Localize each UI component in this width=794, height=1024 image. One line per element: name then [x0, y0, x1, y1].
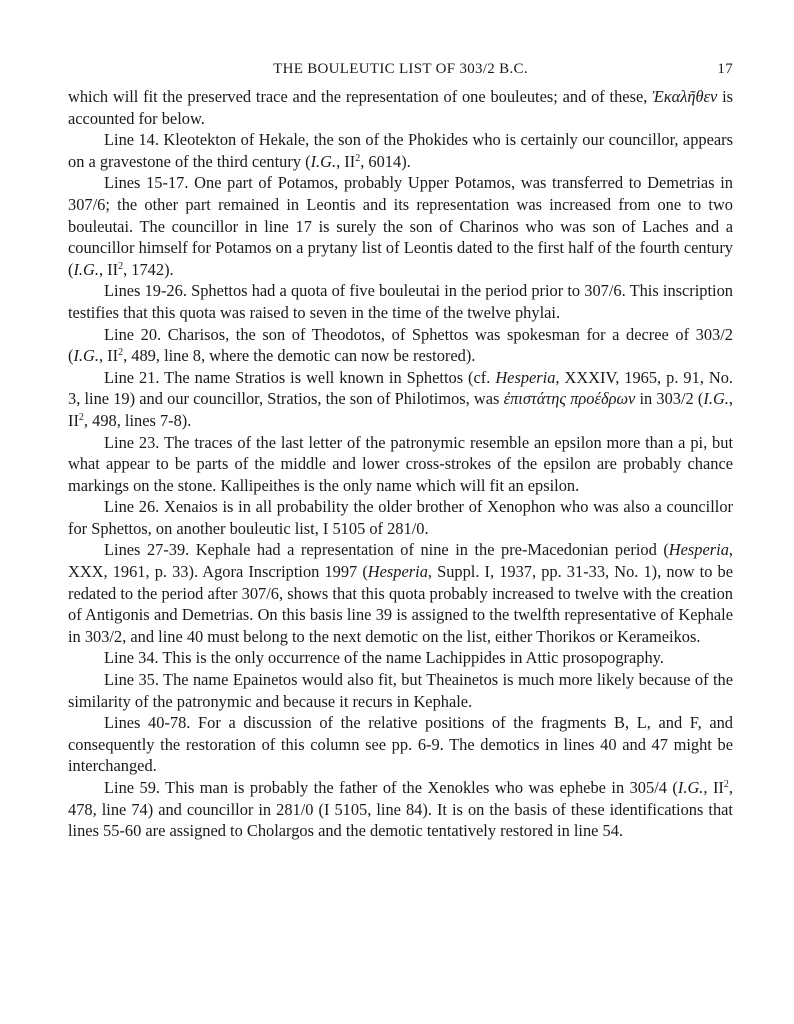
text-run: , 1742). [123, 259, 174, 279]
paragraph [68, 172, 733, 280]
text-run: Line 14. Kleotekton of Hekale, the son of the Phokides who is certainly our councillor, appears on a gravestone of the third century ( [68, 130, 733, 171]
italic-text: Hesperia [668, 540, 729, 560]
paragraph [68, 324, 733, 367]
italic-text: I.G. [73, 259, 99, 279]
paragraph [68, 367, 733, 432]
text-run: , XXXIV, 1965, p. 91, No. 3, line 19) and our councillor, Stratios, the son of Philotimos, was [68, 367, 733, 409]
text-run: Line 34. This is the only occurrence of the name Lachippides in Attic prosopography. [104, 648, 664, 668]
text-run: , 489, line 8, where the demotic can now be restored). [123, 346, 476, 366]
text-run: , 498, lines 7-8). [83, 410, 192, 430]
body-text [68, 86, 733, 842]
text-run: in 303/2 ( [635, 389, 704, 409]
text-run: , II [98, 346, 119, 366]
superscript: 2 [723, 779, 729, 790]
text-run: Line 35. The name Epainetos would also fit, but Theainetos is much more likely because of the similarity of the patronymic and because it recurs in Kephale. [68, 670, 733, 711]
text-run: Lines 27-39. Kephale had a representation of nine in the pre-Macedonian period ( [104, 540, 669, 560]
paragraph [68, 432, 733, 497]
paragraph [68, 777, 733, 842]
italic-text: I.G. [73, 346, 99, 366]
text-run: Line 23. The traces of the last letter of the patronymic resemble an epsilon more than a pi, but what appear to be parts of the middle and lower cross-strokes of the epsilon are probably chance markings on the stone. Kallipeithes is the only name which will fit an epsilon. [68, 432, 733, 495]
text-run: Line 21. The name Stratios is well known in Sphettos (cf. [104, 367, 496, 387]
paragraph [68, 712, 733, 777]
superscript: 2 [78, 411, 84, 423]
text-run: , XXX, 1961, p. 33). Agora Inscription 1997 ( [68, 540, 733, 582]
text-run: , 478, line 74) and councillor in 281/0 (I 5105, line 84). It is on the basis of these identifications that lines 55-60 are assigned to Cholargos and the demotic tentatively restored in line 54. [68, 778, 733, 841]
paragraph [68, 129, 733, 172]
text-run: Lines 15-17. One part of Potamos, probably Upper Potamos, was transferred to Demetrias in 307/6; the other part remained in Leontis and its representation was increased from one to two bouleutai. The councillor in line 17 is surely the son of Charinos who was son of Laches and a councillor himself for Potamos on a prytany list of Leontis dated to the first half of the fourth century ( [68, 173, 733, 279]
italic-text: Ἐκαλῆθεν [652, 87, 718, 106]
running-title: THE BOULEUTIC LIST OF 303/2 B.C. [273, 61, 528, 77]
running-header [68, 56, 733, 86]
italic-text: I.G. [310, 151, 337, 171]
paragraph [68, 86, 733, 129]
text-run: which will fit the preserved trace and the representation of one bouleutes; and of these, [68, 87, 653, 106]
italic-text: ἐπιστάτης προέδρων [503, 389, 636, 409]
italic-text: I.G. [703, 389, 729, 409]
text-run: Lines 40-78. For a discussion of the relative positions of the fragments B, L, and F, and consequently the restoration of this column see pp. 6-9. The demotics in lines 40 and 47 might be interchanged. [68, 713, 733, 776]
text-run: , II [336, 151, 356, 171]
paragraph [68, 647, 733, 669]
paragraph [68, 280, 733, 323]
text-run: , II [98, 259, 119, 279]
italic-text: Hesperia [367, 562, 428, 582]
page-number: 17 [717, 61, 733, 77]
paragraph [68, 669, 733, 712]
superscript: 2 [355, 152, 361, 164]
italic-text: I.G. [677, 778, 704, 797]
italic-text: Hesperia [495, 367, 556, 387]
paragraph [68, 496, 733, 539]
text-run: , II [68, 389, 734, 430]
text-run: is accounted for below. [68, 87, 734, 128]
superscript: 2 [118, 260, 124, 272]
text-run: Line 59. This man is probably the father of the Xenokles who was ephebe in 305/4 ( [104, 778, 678, 797]
paragraph [68, 539, 733, 647]
text-run: Line 20. Charisos, the son of Theodotos, of Sphettos was spokesman for a decree of 303/2 ( [68, 324, 733, 366]
text-run: Lines 19-26. Sphettos had a quota of five bouleutai in the period prior to 307/6. This inscription testifies that this quota was raised to seven in the time of the twelve phylai. [68, 281, 733, 322]
text-run: Line 26. Xenaios is in all probability the older brother of Xenophon who was also a councillor for Sphettos, on another bouleutic list, I 5105 of 281/0. [68, 497, 733, 538]
text-run: , II [703, 778, 724, 797]
document-page [68, 56, 733, 842]
text-run: , Suppl. I, 1937, pp. 31-33, No. 1), now to be redated to the period after 307/6, shows that this quota probably increased to twelve with the creation of Antigonis and Demetrias. On this basis line 39 is assigned to the twelfth representative of Kephale in 303/2, and line 40 must belong to the next demotic on the list, either Thorikos or Kerameikos. [68, 562, 734, 646]
text-run: , 6014). [360, 151, 411, 171]
superscript: 2 [118, 347, 124, 359]
